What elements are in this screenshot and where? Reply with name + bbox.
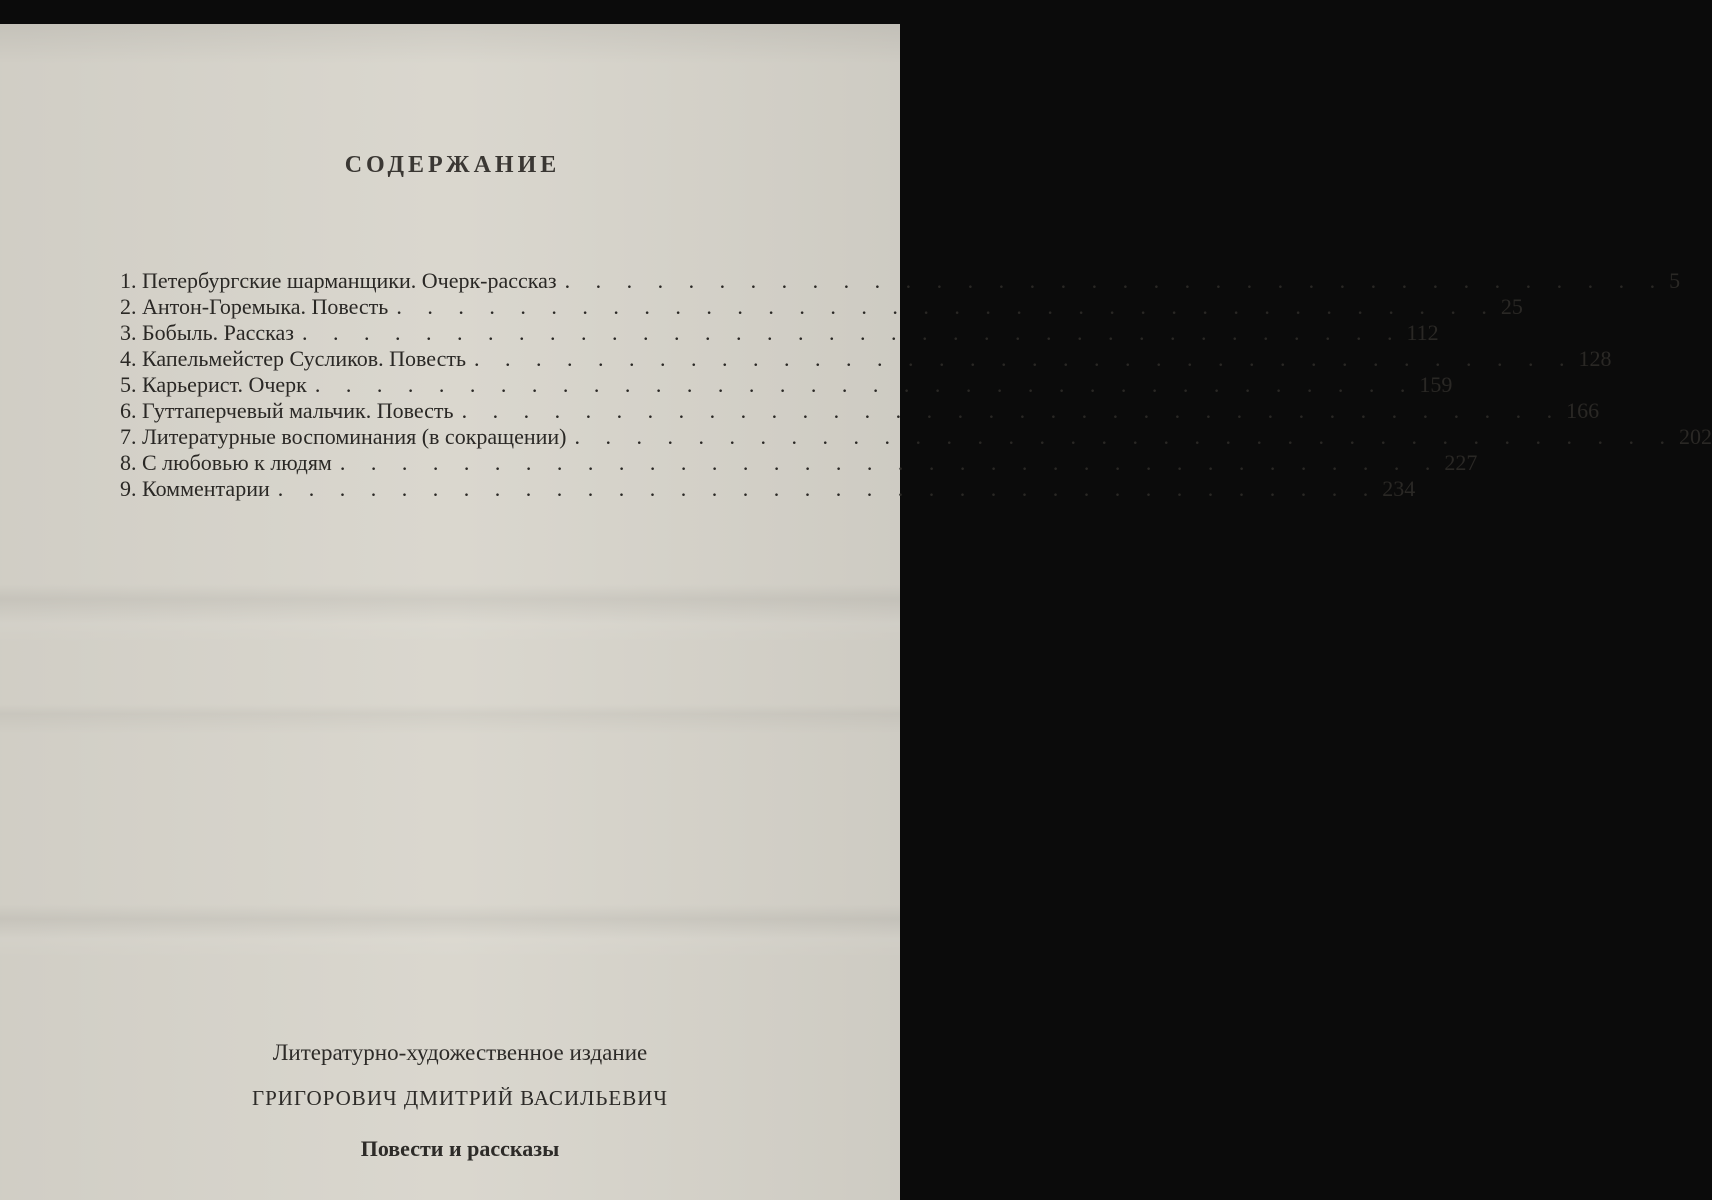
dot-leader: . . . . . . . . . . . . . . . . . . . . . . . . . . . . . . . . . . . . — [564, 268, 1666, 293]
toc-entry — [120, 450, 1478, 476]
dot-leader: . . . . . . . . . . . . . . . . . . . . . . . . . . . . . . . . . . . . — [339, 450, 1441, 475]
toc-entry — [120, 268, 1681, 294]
toc-entry-page: 166 — [1566, 398, 1600, 423]
toc-entry-title: 7. Литературные воспоминания (в сокращении) — [120, 424, 567, 449]
toc-entry-page: 25 — [1500, 294, 1523, 319]
toc-entry-page: 202 — [1679, 424, 1712, 449]
dot-leader: . . . . . . . . . . . . . . . . . . . . . . . . . . . . . . . . . . . . — [473, 346, 1575, 371]
toc-entry-title: 2. Антон-Горемыка. Повесть — [120, 294, 389, 319]
toc-entry-page: 159 — [1419, 372, 1453, 397]
edition-type: Литературно-художественное издание — [272, 1040, 648, 1065]
toc-entry — [120, 372, 1453, 398]
toc-entry-title: 3. Бобыль. Рассказ — [120, 320, 294, 345]
table-of-contents — [120, 268, 1712, 502]
toc-entry — [120, 294, 1523, 320]
author-name: ГРИГОРОВИЧ ДМИТРИЙ ВАСИЛЬЕВИЧ — [251, 1086, 669, 1110]
toc-entry-title: 4. Капельмейстер Сусликов. Повесть — [120, 346, 466, 371]
dot-leader: . . . . . . . . . . . . . . . . . . . . . . . . . . . . . . . . . . . . — [574, 424, 1675, 449]
book-title: Повести и рассказы — [360, 1136, 560, 1161]
dot-leader: . . . . . . . . . . . . . . . . . . . . . . . . . . . . . . . . . . . . — [277, 476, 1379, 501]
toc-entry-page: 234 — [1382, 476, 1416, 501]
dot-leader: . . . . . . . . . . . . . . . . . . . . . . . . . . . . . . . . . . . . — [396, 294, 1497, 319]
toc-entry-title: 6. Гуттаперчевый мальчик. Повесть — [120, 398, 454, 423]
toc-entry-title: 5. Карьерист. Очерк — [120, 372, 307, 397]
toc-entry — [120, 424, 1712, 450]
dot-leader: . . . . . . . . . . . . . . . . . . . . . . . . . . . . . . . . . . . . — [461, 398, 1563, 423]
book-page — [0, 24, 1712, 1200]
toc-entry-title: 9. Комментарии — [120, 476, 270, 501]
toc-entry-page: 128 — [1578, 346, 1612, 371]
toc-entry-page: 112 — [1406, 320, 1439, 345]
toc-entry-title: 8. С любовью к людям — [120, 450, 332, 475]
toc-entry-title: 1. Петербургские шарманщики. Очерк-рассказ — [120, 268, 557, 293]
toc-entry — [120, 320, 1439, 346]
dot-leader: . . . . . . . . . . . . . . . . . . . . . . . . . . . . . . . . . . . . — [314, 372, 1416, 397]
contents-heading: СОДЕРЖАНИЕ — [344, 152, 561, 178]
toc-entry — [120, 398, 1600, 424]
toc-entry — [120, 476, 1416, 502]
toc-entry-page: 227 — [1444, 450, 1478, 475]
toc-entry-page: 5 — [1669, 268, 1681, 293]
dot-leader: . . . . . . . . . . . . . . . . . . . . . . . . . . . . . . . . . . . . — [301, 320, 1403, 345]
toc-entry — [120, 346, 1612, 372]
